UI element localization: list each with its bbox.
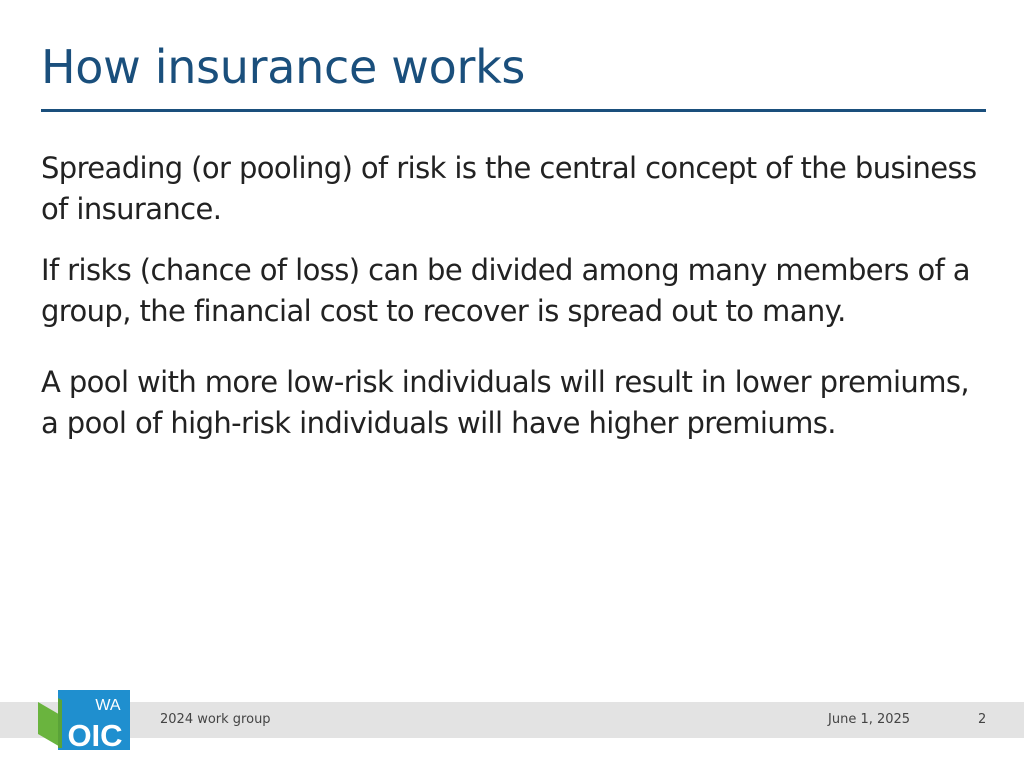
slide-body [41,148,986,464]
paragraph-premiums: A pool with more low-risk individuals will result in lower premiums, a pool of high-risk individuals will have higher premiums. [41,365,969,440]
paragraph-divided-risks: If risks (chance of loss) can be divided among many members of a group, the financial cost to recover is spread out to many. [41,253,970,328]
wa-oic-logo [38,690,130,750]
paragraph-risk-pooling: Spreading (or pooling) of risk is the central concept of the business of insurance. [41,151,977,226]
page-number: 2 [978,712,987,727]
slide-title: How insurance works [41,40,526,94]
footer-group-label: 2024 work group [160,712,271,727]
footer-date: June 1, 2025 [828,712,911,727]
logo-text-oic: OIC [67,718,123,750]
title-divider [41,109,986,112]
logo-text-wa: WA [95,697,121,714]
